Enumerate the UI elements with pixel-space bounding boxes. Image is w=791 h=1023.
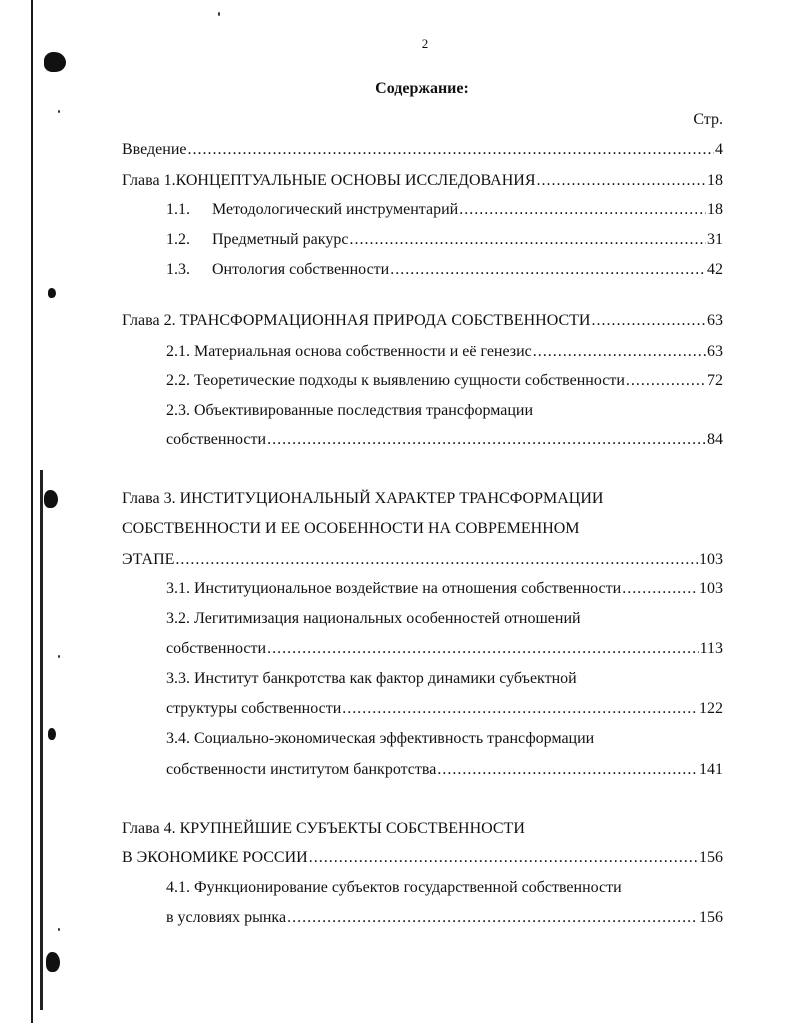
dot-leader <box>390 259 706 281</box>
toc-entry-page: 122 <box>699 700 723 717</box>
dot-leader <box>591 310 706 332</box>
scan-blot <box>48 728 56 740</box>
toc-entry-page: 18 <box>707 172 723 189</box>
toc-section-3-1 <box>166 578 723 600</box>
toc-entry-page: 63 <box>707 343 723 360</box>
toc-entry-page: 141 <box>699 761 723 778</box>
dot-leader <box>267 429 706 451</box>
toc-entry-title: в условиях рынка <box>166 909 287 926</box>
toc-section-4-1 <box>166 907 723 929</box>
toc-entry-page: 63 <box>707 312 723 329</box>
scan-edge-line-thick <box>40 470 43 1010</box>
dot-leader <box>287 907 698 929</box>
toc-entry-page: 18 <box>707 201 723 218</box>
dot-leader <box>309 847 698 869</box>
toc-chapter-2 <box>122 310 723 332</box>
toc-entry-page: 103 <box>699 580 723 597</box>
dot-leader <box>622 578 698 600</box>
scan-speck <box>218 12 220 16</box>
toc-chapter-3-line2: СОБСТВЕННОСТИ И ЕЕ ОСОБЕННОСТИ НА СОВРЕМЕННОМ <box>122 520 580 537</box>
toc-entry-title: собственности <box>166 640 267 657</box>
toc-section-3-3-line1: 3.3. Институт банкротства как фактор динамики субъектной <box>166 670 577 687</box>
scan-blot <box>44 490 58 508</box>
toc-entry-title: ЭТАПЕ <box>122 551 175 568</box>
toc-section-2-3 <box>166 429 723 451</box>
section-number: 1.2. <box>166 231 190 248</box>
toc-section-3-4 <box>166 759 723 781</box>
toc-section-2-2 <box>166 370 723 392</box>
toc-section-1-3 <box>166 259 723 281</box>
toc-entry-title: 2.1. Материальная основа собственности и её генезис <box>166 343 532 360</box>
toc-entry-title: Методологический инструментарий <box>212 201 459 218</box>
toc-entry-page: 42 <box>707 261 723 278</box>
toc-entry-title: 2.2. Теоретические подходы к выявлению сущности собственности <box>166 372 625 389</box>
toc-entry-title: 3.1. Институциональное воздействие на отношения собственности <box>166 580 622 597</box>
toc-section-1-2 <box>166 229 723 251</box>
toc-entry-page: 31 <box>707 231 723 248</box>
scan-blot <box>44 52 66 72</box>
toc-entry-title: собственности <box>166 431 267 448</box>
toc-section-1-1 <box>166 199 723 221</box>
toc-entry-title: Глава 1.КОНЦЕПТУАЛЬНЫЕ ОСНОВЫ ИССЛЕДОВАНИЯ <box>122 172 536 189</box>
scan-speck <box>58 110 60 113</box>
scan-blot <box>46 952 60 972</box>
scan-speck <box>58 928 60 931</box>
toc-section-3-3 <box>166 698 723 720</box>
toc-entry-page: 4 <box>715 141 723 158</box>
scan-speck <box>58 655 60 658</box>
toc-chapter-4-line1: Глава 4. КРУПНЕЙШИЕ СУБЪЕКТЫ СОБСТВЕННОСТИ <box>122 820 525 837</box>
toc-section-2-1 <box>166 341 723 363</box>
scan-blot <box>48 288 56 298</box>
toc-section-4-1-line1: 4.1. Функционирование субъектов государственной собственности <box>166 879 622 896</box>
toc-chapter-1 <box>122 170 723 192</box>
toc-entry-page: 103 <box>699 551 723 568</box>
toc-chapter-4 <box>122 847 723 869</box>
page-title: Содержание: <box>375 80 469 97</box>
toc-entry-page: 84 <box>707 431 723 448</box>
toc-chapter-3 <box>122 549 723 571</box>
page-number: 2 <box>421 36 429 51</box>
toc-entry-page: 156 <box>699 849 723 866</box>
toc-entry-title: Предметный ракурс <box>212 231 349 248</box>
toc-section-3-4-line1: 3.4. Социально-экономическая эффективность трансформации <box>166 730 595 747</box>
toc-entry-page: 72 <box>707 372 723 389</box>
dot-leader <box>349 229 706 251</box>
dot-leader <box>626 370 706 392</box>
dot-leader <box>175 549 698 571</box>
toc-entry-title: Онтология собственности <box>212 261 390 278</box>
toc-entry-title: Глава 2. ТРАНСФОРМАЦИОННАЯ ПРИРОДА СОБСТВЕННОСТИ <box>122 312 591 329</box>
pages-column-label: Стр. <box>693 111 723 128</box>
section-number: 1.3. <box>166 261 190 278</box>
toc-section-3-2-line1: 3.2. Легитимизация национальных особенностей отношений <box>166 610 581 627</box>
section-number: 1.1. <box>166 201 190 218</box>
dot-leader <box>533 341 706 363</box>
dot-leader <box>459 199 706 221</box>
toc-entry-title: собственности институтом банкротства <box>166 761 437 778</box>
toc-entry-intro <box>122 139 723 161</box>
scan-edge-line <box>31 0 33 1023</box>
dot-leader <box>267 638 699 660</box>
toc-entry-title: В ЭКОНОМИКЕ РОССИИ <box>122 849 308 866</box>
toc-entry-title: структуры собственности <box>166 700 342 717</box>
dot-leader <box>537 170 706 192</box>
toc-section-2-3-line1: 2.3. Объективированные последствия трансформации <box>166 402 534 419</box>
dot-leader <box>342 698 698 720</box>
toc-section-3-2 <box>166 638 723 660</box>
dot-leader <box>188 139 715 161</box>
dot-leader <box>437 759 698 781</box>
toc-entry-page: 156 <box>699 909 723 926</box>
toc-entry-page: 113 <box>699 640 723 657</box>
toc-chapter-3-line1: Глава 3. ИНСТИТУЦИОНАЛЬНЫЙ ХАРАКТЕР ТРАНСФОРМАЦИИ <box>122 490 604 507</box>
toc-entry-title: Введение <box>122 141 187 158</box>
